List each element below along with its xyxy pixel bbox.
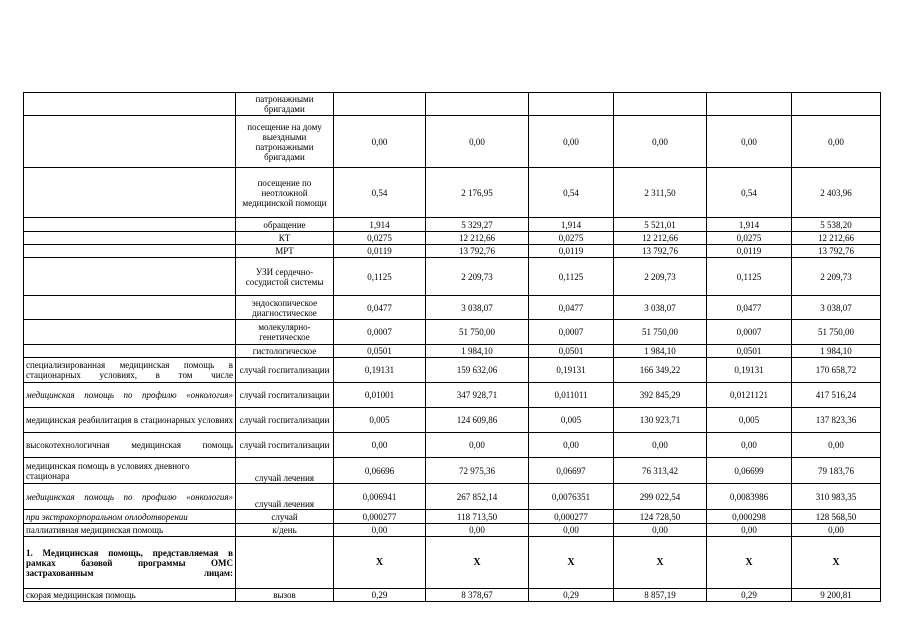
row-label: медицинская помощь по профилю «онкология»	[24, 484, 236, 510]
value-cell: X	[426, 537, 529, 589]
unit-cell: случай госпитализации	[236, 433, 334, 458]
value-cell: 1,914	[334, 218, 426, 232]
row-label	[24, 93, 236, 116]
value-cell: 417 516,24	[792, 383, 881, 408]
value-cell: 0,06696	[334, 458, 426, 484]
table-row	[24, 93, 881, 116]
row-label: медицинская помощь по профилю «онкология»	[24, 383, 236, 408]
value-cell: 2 403,96	[792, 168, 881, 218]
value-cell: 0,00	[426, 116, 529, 168]
value-cell: 0,005	[529, 408, 614, 433]
unit-cell: случай лечения	[236, 458, 334, 484]
table-row	[24, 296, 881, 320]
unit-cell: посещение по неотложной медицинской помощи	[236, 168, 334, 218]
row-label: скорая медицинская помощь	[24, 589, 236, 602]
value-cell	[792, 93, 881, 116]
value-cell: 13 792,76	[426, 245, 529, 258]
value-cell: 2 176,95	[426, 168, 529, 218]
table-row	[24, 232, 881, 245]
value-cell: 159 632,06	[426, 358, 529, 383]
value-cell: 0,0119	[334, 245, 426, 258]
value-cell: 128 568,50	[792, 510, 881, 524]
value-cell: 2 209,73	[426, 258, 529, 296]
unit-cell: к/день	[236, 524, 334, 537]
value-cell: 0,0275	[707, 232, 792, 245]
value-cell: 0,00	[707, 524, 792, 537]
value-cell: 76 313,42	[614, 458, 707, 484]
value-cell: 0,0501	[707, 345, 792, 358]
value-cell: X	[334, 537, 426, 589]
table-row	[24, 524, 881, 537]
value-cell: 3 038,07	[614, 296, 707, 320]
value-cell: 118 713,50	[426, 510, 529, 524]
value-cell: 0,00	[707, 433, 792, 458]
row-label	[24, 116, 236, 168]
value-cell: 0,54	[334, 168, 426, 218]
value-cell: 347 928,71	[426, 383, 529, 408]
value-cell: 137 823,36	[792, 408, 881, 433]
value-cell: 0,0275	[529, 232, 614, 245]
value-cell: 170 658,72	[792, 358, 881, 383]
value-cell: 8 857,19	[614, 589, 707, 602]
value-cell	[614, 93, 707, 116]
value-cell: 0,54	[707, 168, 792, 218]
value-cell: X	[707, 537, 792, 589]
value-cell: 0,29	[707, 589, 792, 602]
row-label	[24, 320, 236, 345]
value-cell: 267 852,14	[426, 484, 529, 510]
value-cell: 392 845,29	[614, 383, 707, 408]
row-label: медицинская реабилитация в стационарных условиях	[24, 408, 236, 433]
value-cell: 0,0477	[707, 296, 792, 320]
value-cell: 79 183,76	[792, 458, 881, 484]
unit-cell: случай госпитализации	[236, 408, 334, 433]
value-cell: 3 038,07	[426, 296, 529, 320]
value-cell: 166 349,22	[614, 358, 707, 383]
value-cell: 0,01001	[334, 383, 426, 408]
value-cell: 0,00	[614, 524, 707, 537]
table-row	[24, 408, 881, 433]
row-label: медицинская помощь в условиях дневного стационара	[24, 458, 236, 484]
value-cell: 0,0083986	[707, 484, 792, 510]
value-cell: 5 329,27	[426, 218, 529, 232]
unit-cell: обращение	[236, 218, 334, 232]
section-heading: 1. Медицинская помощь, представляемая в рамках базовой программы ОМС застрахованным лицам:	[24, 537, 236, 589]
value-cell: 51 750,00	[614, 320, 707, 345]
value-cell: 3 038,07	[792, 296, 881, 320]
value-cell: 0,0119	[707, 245, 792, 258]
value-cell: 0,00	[614, 433, 707, 458]
tariff-table	[23, 92, 881, 602]
value-cell: 12 212,66	[426, 232, 529, 245]
value-cell: 0,1125	[334, 258, 426, 296]
value-cell: 1,914	[707, 218, 792, 232]
table-row	[24, 433, 881, 458]
value-cell: 0,00	[707, 116, 792, 168]
row-label	[24, 168, 236, 218]
value-cell: 0,00	[334, 433, 426, 458]
table-row	[24, 320, 881, 345]
value-cell: 0,000298	[707, 510, 792, 524]
value-cell: 310 983,35	[792, 484, 881, 510]
unit-cell: случай лечения	[236, 484, 334, 510]
value-cell: 0,1125	[707, 258, 792, 296]
value-cell: 0,005	[707, 408, 792, 433]
value-cell: 12 212,66	[792, 232, 881, 245]
unit-cell: случай	[236, 510, 334, 524]
value-cell: 0,19131	[529, 358, 614, 383]
table-row	[24, 218, 881, 232]
unit-cell: патронажными бригадами	[236, 93, 334, 116]
value-cell	[707, 93, 792, 116]
value-cell: 0,00	[614, 116, 707, 168]
table-row	[24, 484, 881, 510]
value-cell: 1 984,10	[614, 345, 707, 358]
table-row	[24, 537, 881, 589]
table-row	[24, 168, 881, 218]
row-label	[24, 345, 236, 358]
value-cell: 0,06697	[529, 458, 614, 484]
value-cell: 0,0007	[334, 320, 426, 345]
value-cell: 0,00	[529, 433, 614, 458]
value-cell: 0,0477	[334, 296, 426, 320]
value-cell: 0,00	[426, 524, 529, 537]
row-label	[24, 218, 236, 232]
value-cell: 1 984,10	[426, 345, 529, 358]
table-row	[24, 358, 881, 383]
value-cell: 51 750,00	[426, 320, 529, 345]
value-cell: 2 209,73	[614, 258, 707, 296]
value-cell: 130 923,71	[614, 408, 707, 433]
unit-cell: случай госпитализации	[236, 383, 334, 408]
table-row	[24, 258, 881, 296]
unit-cell: случай госпитализации	[236, 358, 334, 383]
value-cell: 0,00	[792, 433, 881, 458]
value-cell: 0,0477	[529, 296, 614, 320]
value-cell: 5 538,20	[792, 218, 881, 232]
value-cell: 13 792,76	[614, 245, 707, 258]
table-row	[24, 383, 881, 408]
unit-cell: КТ	[236, 232, 334, 245]
value-cell: 2 311,50	[614, 168, 707, 218]
value-cell: 0,06699	[707, 458, 792, 484]
row-label	[24, 258, 236, 296]
row-label	[24, 245, 236, 258]
value-cell: 0,0076351	[529, 484, 614, 510]
value-cell: 51 750,00	[792, 320, 881, 345]
unit-cell	[236, 537, 334, 589]
value-cell: 72 975,36	[426, 458, 529, 484]
value-cell: 0,0007	[707, 320, 792, 345]
table-row	[24, 345, 881, 358]
table-row	[24, 510, 881, 524]
value-cell: 299 022,54	[614, 484, 707, 510]
unit-cell: посещение на дому выездными патронажными бригадами	[236, 116, 334, 168]
value-cell: 9 200,81	[792, 589, 881, 602]
value-cell: 0,0501	[334, 345, 426, 358]
value-cell: X	[614, 537, 707, 589]
value-cell	[426, 93, 529, 116]
value-cell: 0,19131	[334, 358, 426, 383]
value-cell: 1 984,10	[792, 345, 881, 358]
value-cell: 0,29	[529, 589, 614, 602]
row-label	[24, 296, 236, 320]
row-label: специализированная медицинская помощь в стационарных условиях, в том числе	[24, 358, 236, 383]
value-cell: 0,000277	[334, 510, 426, 524]
value-cell: 0,005	[334, 408, 426, 433]
value-cell: 0,000277	[529, 510, 614, 524]
value-cell: X	[792, 537, 881, 589]
value-cell: 2 209,73	[792, 258, 881, 296]
row-label	[24, 232, 236, 245]
row-label: при экстракорпоральном оплодотворении	[24, 510, 236, 524]
value-cell: 0,006941	[334, 484, 426, 510]
value-cell: 0,0119	[529, 245, 614, 258]
value-cell: 0,0121121	[707, 383, 792, 408]
value-cell	[529, 93, 614, 116]
value-cell: 0,1125	[529, 258, 614, 296]
row-label: высокотехнологичная медицинская помощь	[24, 433, 236, 458]
unit-cell: МРТ	[236, 245, 334, 258]
value-cell: 124 609,86	[426, 408, 529, 433]
value-cell: 12 212,66	[614, 232, 707, 245]
value-cell: 0,00	[792, 116, 881, 168]
value-cell: 0,0007	[529, 320, 614, 345]
value-cell: 0,00	[334, 524, 426, 537]
value-cell: 0,00	[426, 433, 529, 458]
value-cell	[334, 93, 426, 116]
value-cell: 124 728,50	[614, 510, 707, 524]
value-cell: 0,54	[529, 168, 614, 218]
unit-cell: вызов	[236, 589, 334, 602]
value-cell: 0,00	[334, 116, 426, 168]
unit-cell: гистологическое	[236, 345, 334, 358]
table-row	[24, 589, 881, 602]
value-cell: 0,19131	[707, 358, 792, 383]
unit-cell: эндоскопическое диагностическое	[236, 296, 334, 320]
table-row	[24, 245, 881, 258]
table-row	[24, 116, 881, 168]
value-cell: 1,914	[529, 218, 614, 232]
value-cell: 5 521,01	[614, 218, 707, 232]
value-cell: 0,00	[529, 116, 614, 168]
value-cell: 0,29	[334, 589, 426, 602]
value-cell: 8 378,67	[426, 589, 529, 602]
row-label: паллиативная медицинская помощь	[24, 524, 236, 537]
value-cell: 0,0275	[334, 232, 426, 245]
value-cell: 0,0501	[529, 345, 614, 358]
table-row	[24, 458, 881, 484]
value-cell: 0,00	[792, 524, 881, 537]
value-cell: X	[529, 537, 614, 589]
unit-cell: молекулярно-генетическое	[236, 320, 334, 345]
unit-cell: УЗИ сердечно-сосудистой системы	[236, 258, 334, 296]
value-cell: 0,00	[529, 524, 614, 537]
value-cell: 0,011011	[529, 383, 614, 408]
value-cell: 13 792,76	[792, 245, 881, 258]
